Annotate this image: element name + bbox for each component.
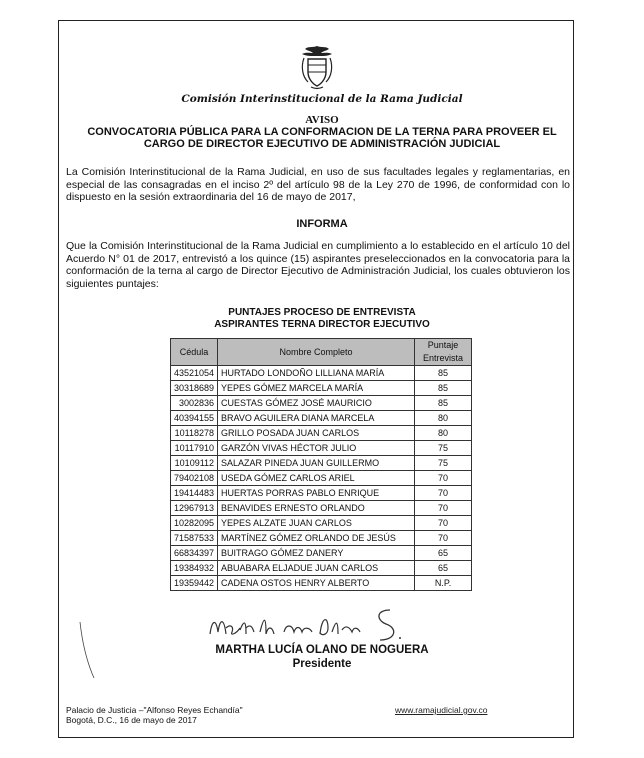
table-title-line-2: ASPIRANTES TERNA DIRECTOR EJECUTIVO — [214, 319, 430, 330]
score-cell: 70 — [415, 531, 472, 546]
name-cell: USEDA GÓMEZ CARLOS ARIEL — [218, 471, 415, 486]
name-cell: YEPES GÓMEZ MARCELA MARÍA — [218, 381, 415, 396]
table-title — [0, 307, 644, 331]
table-row — [171, 576, 472, 591]
score-cell: 70 — [415, 501, 472, 516]
cedula-cell: 10282095 — [171, 516, 218, 531]
scores-table — [170, 338, 472, 591]
cedula-cell: 79402108 — [171, 471, 218, 486]
table-row — [171, 471, 472, 486]
table-title-line-1: PUNTAJES PROCESO DE ENTREVISTA — [228, 307, 416, 318]
score-cell: N.P. — [415, 576, 472, 591]
table-row — [171, 546, 472, 561]
table-row — [171, 486, 472, 501]
score-cell: 70 — [415, 486, 472, 501]
signer-name: MARTHA LUCÍA OLANO DE NOGUERA — [215, 644, 429, 656]
headline-line-1: CONVOCATORIA PÚBLICA PARA LA CONFORMACION DE LA TERNA PARA PROVEER EL — [87, 126, 557, 138]
headline-line-2: CARGO DE DIRECTOR EJECUTIVO DE ADMINISTRACIÓN JUDICIAL — [143, 138, 501, 150]
header-puntaje: Puntaje Entrevista — [415, 339, 472, 366]
footer-address-line-1: Palacio de Justicia –"Alfonso Reyes Echandía" — [66, 705, 243, 715]
name-cell: YEPES ALZATE JUAN CARLOS — [218, 516, 415, 531]
score-cell: 80 — [415, 426, 472, 441]
footer-address-line-2: Bogotá, D.C., 16 de mayo de 2017 — [66, 715, 197, 725]
name-cell: HURTADO LONDOÑO LILLIANA MARÍA — [218, 366, 415, 381]
name-cell: SALAZAR PINEDA JUAN GUILLERMO — [218, 456, 415, 471]
signer-role: Presidente — [292, 658, 352, 670]
page-title — [66, 126, 578, 150]
intro-paragraph: La Comisión Interinstitucional de la Rama Judicial, en uso de sus facultades legales y reglamentarias, en especial de las consagradas en el inciso 2º del artículo 98 de la Ley 270 de 1996, de conformidad con lo dispuesto en la sesión extraordinaria del 16 de mayo de 2017, — [66, 166, 570, 203]
informa-heading: INFORMA — [296, 218, 348, 230]
name-cell: BENAVIDES ERNESTO ORLANDO — [218, 501, 415, 516]
cedula-cell: 10118278 — [171, 426, 218, 441]
pen-mark — [78, 620, 98, 680]
score-cell: 65 — [415, 546, 472, 561]
name-cell: BUITRAGO GÓMEZ DANERY — [218, 546, 415, 561]
header-nombre: Nombre Completo — [218, 339, 415, 366]
name-cell: CADENA OSTOS HENRY ALBERTO — [218, 576, 415, 591]
cedula-cell: 12967913 — [171, 501, 218, 516]
table-row — [171, 426, 472, 441]
cedula-cell: 19359442 — [171, 576, 218, 591]
name-cell: BRAVO AGUILERA DIANA MARCELA — [218, 411, 415, 426]
score-cell: 65 — [415, 561, 472, 576]
cedula-cell: 30318689 — [171, 381, 218, 396]
cedula-cell: 3002836 — [171, 396, 218, 411]
table-row — [171, 366, 472, 381]
notice-label: AVISO — [305, 114, 339, 126]
handwritten-signature — [200, 606, 420, 646]
table-row — [171, 456, 472, 471]
name-cell: GRILLO POSADA JUAN CARLOS — [218, 426, 415, 441]
organization-name: Comisión Interinstitucional de la Rama Judicial — [181, 93, 463, 105]
cedula-cell: 19384932 — [171, 561, 218, 576]
cedula-cell: 10117910 — [171, 441, 218, 456]
table-row — [171, 381, 472, 396]
table-row — [171, 516, 472, 531]
coat-of-arms-icon — [294, 44, 340, 90]
cedula-cell: 43521054 — [171, 366, 218, 381]
score-cell: 70 — [415, 516, 472, 531]
table-row — [171, 396, 472, 411]
table-row — [171, 561, 472, 576]
cedula-cell: 10109112 — [171, 456, 218, 471]
header-cedula: Cédula — [171, 339, 218, 366]
cedula-cell: 40394155 — [171, 411, 218, 426]
score-cell: 85 — [415, 396, 472, 411]
name-cell: MARTÍNEZ GÓMEZ ORLANDO DE JESÚS — [218, 531, 415, 546]
table-row — [171, 411, 472, 426]
table-row — [171, 531, 472, 546]
cedula-cell: 19414483 — [171, 486, 218, 501]
table-row — [171, 501, 472, 516]
cedula-cell: 66834397 — [171, 546, 218, 561]
name-cell: GARZÓN VIVAS HÉCTOR JULIO — [218, 441, 415, 456]
score-cell: 80 — [415, 411, 472, 426]
name-cell: ABUABARA ELJADUE JUAN CARLOS — [218, 561, 415, 576]
table-header-row — [171, 339, 472, 366]
website-link[interactable]: www.ramajudicial.gov.co — [395, 705, 488, 715]
score-cell: 75 — [415, 456, 472, 471]
score-cell: 85 — [415, 381, 472, 396]
table-row — [171, 441, 472, 456]
score-cell: 75 — [415, 441, 472, 456]
name-cell: CUESTAS GÓMEZ JOSÉ MAURICIO — [218, 396, 415, 411]
name-cell: HUERTAS PORRAS PABLO ENRIQUE — [218, 486, 415, 501]
cedula-cell: 71587533 — [171, 531, 218, 546]
footer-address — [66, 705, 243, 725]
score-cell: 70 — [415, 471, 472, 486]
score-cell: 85 — [415, 366, 472, 381]
statement-paragraph: Que la Comisión Interinstitucional de la Rama Judicial en cumplimiento a lo establecido en el artículo 10 del Acuerdo N° 01 de 2017, entrevistó a los quince (15) aspirantes preseleccionados en la convocatoria para la conformación de la terna al cargo de Director Ejecutivo de Administración Judicial, los cuales obtuvieron los siguientes puntajes: — [66, 240, 570, 290]
